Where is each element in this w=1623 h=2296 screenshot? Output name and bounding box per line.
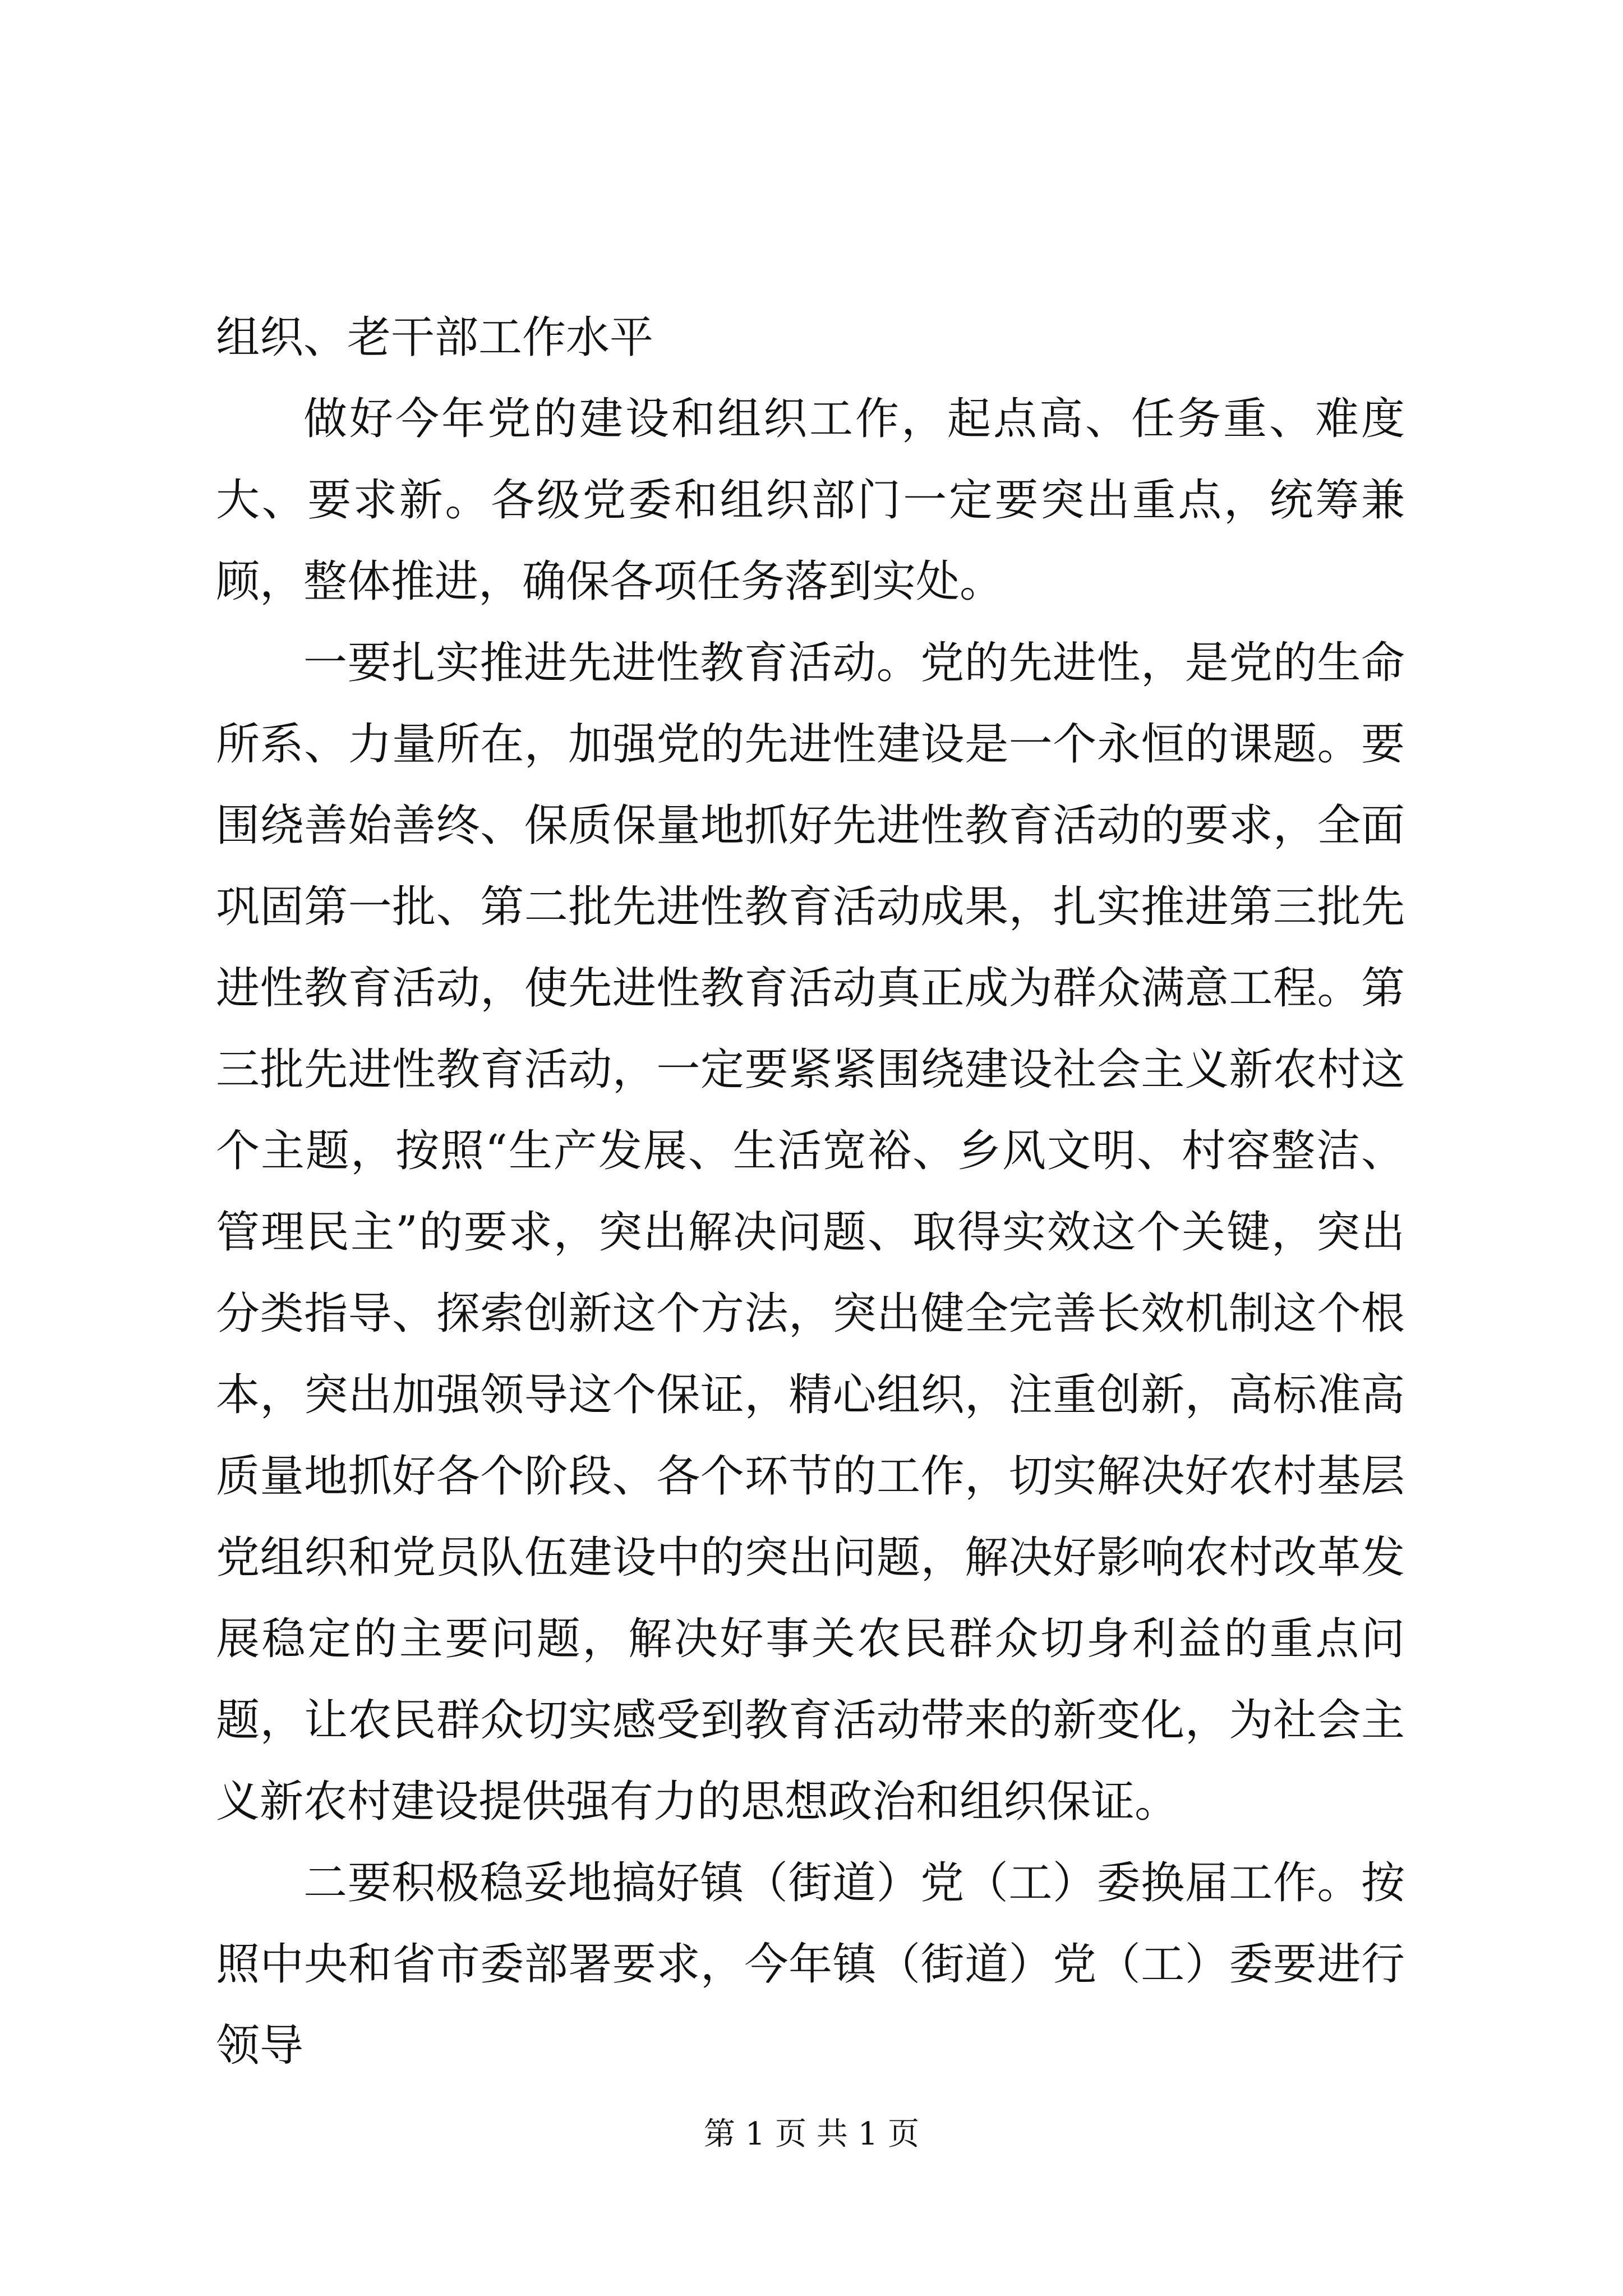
page-footer — [0, 2115, 1623, 2154]
paragraph-point-two: 二要积极稳妥地搞好镇（街道）党（工）委换届工作。按照中央和省市委部署要求，今年镇（街道）党（工）委要进行领导 — [216, 1858, 1405, 2071]
page-number: 第 1 页 共 1 页 — [703, 2116, 920, 2152]
paragraph-point-one: 一要扎实推进先进性教育活动。党的先进性，是党的生命所系、力量所在，加强党的先进性建设是一个永恒的课题。要围绕善始善终、保质保量地抓好先进性教育活动的要求，全面巩固第一批、第二批先进性教育活动成果，扎实推进第三批先进性教育活动，使先进性教育活动真正成为群众满意工程。第三批先进性教育活动，一定要紧紧围绕建设社会主义新农村这个主题，按照“生产发展、生活宽裕、乡风文明、村容整洁、管理民主”的要求，突出解决问题、取得实效这个关键，突出分类指导、探索创新这个方法，突出健全完善长效机制这个根本，突出加强领导这个保证，精心组织，注重创新，高标准高质量地抓好各个阶段、各个环节的工作，切实解决好农村基层党组织和党员队伍建设中的突出问题，解决好影响农村改革发展稳定的主要问题，解决好事关农民群众切身利益的重点问题，让农民群众切实感受到教育活动带来的新变化，为社会主义新农村建设提供强有力的思想政治和组织保证。 — [216, 638, 1405, 1827]
paragraph-continuation: 组织、老干部工作水平 — [216, 312, 654, 363]
document-body — [216, 297, 1405, 2087]
paragraph-intro: 做好今年党的建设和组织工作，起点高、任务重、难度大、要求新。各级党委和组织部门一定要突出重点，统筹兼顾，整体推进，确保各项任务落到实处。 — [216, 394, 1405, 607]
